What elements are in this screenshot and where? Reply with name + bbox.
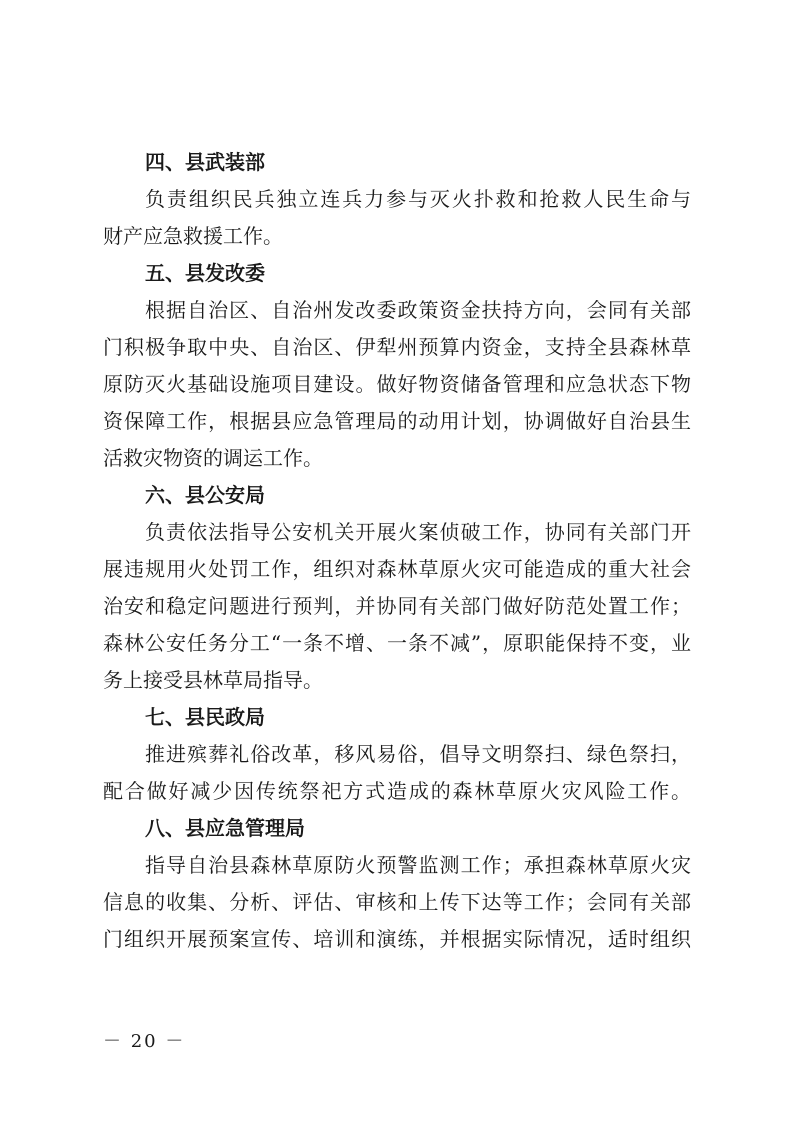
paragraph-line: 负责依法指导公安机关开展火案侦破工作，协同有关部门开: [145, 520, 691, 544]
section-public-security: [103, 477, 691, 699]
paragraph-line: 财产应急救援工作。: [103, 224, 283, 248]
paragraph-line: 推进殡葬礼俗改革，移风易俗，倡导文明祭扫、绿色祭扫，: [145, 742, 691, 766]
section-heading: 五、县发改委: [145, 261, 265, 285]
page-number: － 20 －: [103, 1031, 186, 1052]
paragraph-line: 配合做好减少因传统祭祀方式造成的森林草原火灾风险工作。: [103, 779, 691, 803]
paragraph-line: 指导自治县森林草原防火预警监测工作；承担森林草原火灾: [145, 853, 691, 877]
paragraph-line: 资保障工作，根据县应急管理局的动用计划，协调做好自治县生: [103, 409, 691, 433]
paragraph-line: 门组织开展预案宣传、培训和演练，并根据实际情况，适时组织: [103, 927, 691, 951]
section-heading: 七、县民政局: [145, 705, 265, 729]
paragraph-line: 原防灭火基础设施项目建设。做好物资储备管理和应急状态下物: [103, 372, 691, 396]
paragraph-line: 根据自治区、自治州发改委政策资金扶持方向，会同有关部: [145, 298, 691, 322]
paragraph-line: 负责组织民兵独立连兵力参与灭火扑救和抢救人民生命与: [145, 187, 691, 211]
section-heading: 四、县武装部: [145, 150, 265, 174]
section-emergency-management: [103, 810, 691, 958]
section-civil-affairs: [103, 699, 691, 810]
section-heading: 八、县应急管理局: [145, 816, 305, 840]
paragraph-line: 治安和稳定问题进行预判，并协同有关部门做好防范处置工作；: [103, 594, 691, 618]
paragraph-line: 森林公安任务分工“一条不增、一条不减”，原职能保持不变，业: [103, 631, 691, 655]
section-armed-forces: [103, 144, 691, 255]
paragraph-line: 门积极争取中央、自治区、伊犁州预算内资金，支持全县森林草: [103, 335, 691, 359]
paragraph-line: 活救灾物资的调运工作。: [103, 446, 323, 470]
paragraph-line: 展违规用火处罚工作，组织对森林草原火灾可能造成的重大社会: [103, 557, 691, 581]
section-development-reform: [103, 255, 691, 477]
paragraph-line: 务上接受县林草局指导。: [103, 668, 323, 692]
paragraph-line: 信息的收集、分析、评估、审核和上传下达等工作；会同有关部: [103, 890, 691, 914]
section-heading: 六、县公安局: [145, 483, 265, 507]
document-body: [103, 144, 691, 958]
